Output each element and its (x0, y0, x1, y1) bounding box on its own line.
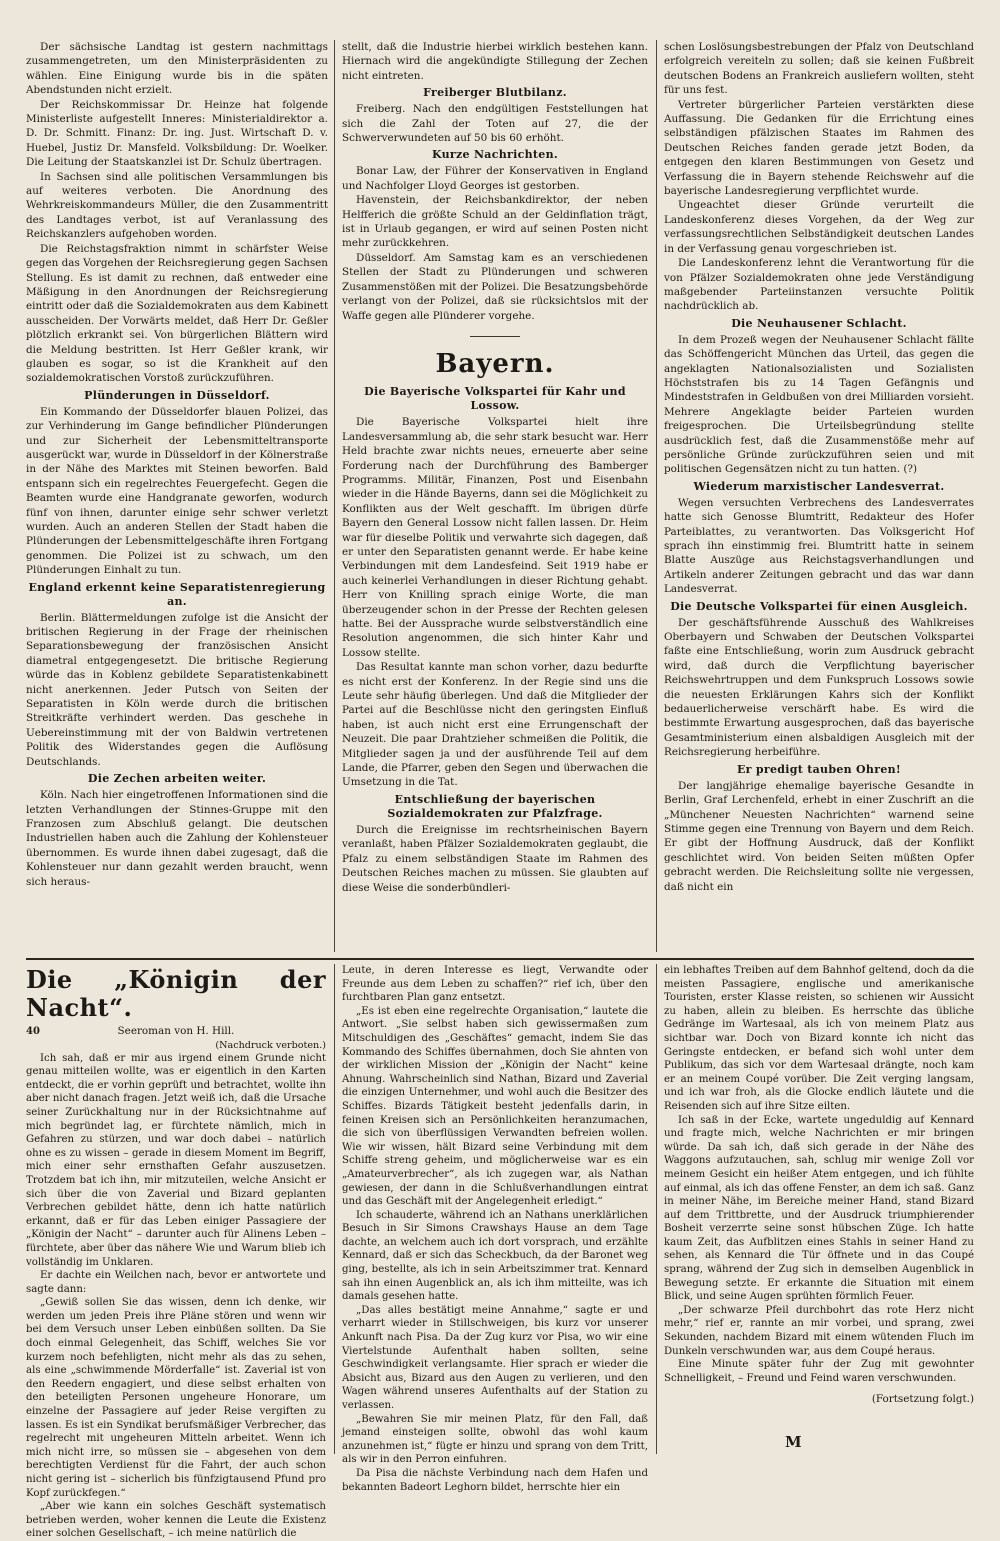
article-paragraph: Ungeachtet dieser Gründe verurteilt die Landeskonferenz dieses Vorgehen, da der Weg zur verfassungsrechtlichen Selbständigkeit deutschen Landes in der Verfassung genau vorgeschrieben ist. (664, 199, 974, 255)
article-headline: Freiberger Blutbilanz. (423, 86, 567, 100)
article-paragraph: Ich saß in der Ecke, wartete ungeduldig auf Kennard und fragte mich, welche Nachrichten er mir bringen würde. Da sah ich, daß sich gerade in der Nähe des Waggons aufzutauchen, sah, schlug mir wenige Zoll vor meinem Gesicht ein heißer Atem entgegen, und ich fühlte auf einmal, als ich das offene Fenster, an dem ich saß. Ganz in meiner Nähe, im Bereiche meiner Hand, stand Bizard auf dem Trittbrette, und der Ausdruck triumphierender Bosheit verzerrte seine sonst hübschen Züge. Ich hatte kaum Zeit, das Aufblitzen eines Stahls in seiner Hand zu sehen, als Kennard die Tür öffnete und in das Coupé sprang, während der Zug sich in demselben Augenblick in Bewegung setzte. Er erkannte die Situation mit einem Blick, und seine Augen sprühten förmlich Feuer. (664, 1114, 974, 1303)
feuilleton-title: Die „Königin der Nacht“. (26, 965, 326, 1022)
article-headline: Die Neuhausener Schlacht. (731, 316, 907, 330)
article-paragraph: Der langjährige ehemalige bayerische Gesandte in Berlin, Graf Lerchenfeld, erhebt in einer Zuschrift an die „Münchener Neuesten Nachrichten“ warnend seine Stimme gegen eine Trennung von Bayern und dem Reich. Er gibt der Hoffnung Ausdruck, daß der Konflikt geschlichtet wird. Von beiden Seiten müßten Opfer gebracht werden. Die Reichsleitung sollte nie vergessen, daß nicht ein (664, 779, 974, 893)
article-headline: Die Zechen arbeiten weiter. (87, 772, 267, 786)
article-paragraph: Der sächsische Landtag ist gestern nachmittags zusammengetreten, um den Ministerpräsidenten zu wählen. Eine Einigung wurde bis in die späten Abendstunden nicht erzielt. (26, 41, 328, 97)
news-section (26, 40, 974, 952)
to-be-continued: (Fortsetzung folgt.) (871, 1393, 974, 1406)
installment-number: 40 (26, 1026, 40, 1037)
article-paragraph: Vertreter bürgerlicher Parteien verstärkten diese Auffassung. Die Gedanken für die Errichtung eines selbständigen pfälzischen Staates im Rahmen des Deutschen Reiches fanden gerade jetzt Boden, da entgegen den klaren Bestimmungen von Gesetz und Verfassung die in Bayern stehende Reichswehr auf die bayerische Landesregierung verpflichtet wurde. (664, 98, 974, 198)
article-paragraph: Freiberg. Nach den endgültigen Feststellungen hat sich die Zahl der Toten auf 27, die der Schwerverwundeten auf 50 bis 60 erhöht. (342, 103, 648, 145)
article-paragraph: „Bewahren Sie mir meinen Platz, für den Fall, daß jemand einsteigen sollte, obwohl das wohl kaum anzunehmen ist,“ fügte er hinzu und sprang von dem Tritt, als wir in den Perron einfuhren. (342, 1413, 648, 1466)
article-headline: Die Deutsche Volkspartei für einen Ausgleich. (670, 599, 968, 613)
article-paragraph: ein lebhaftes Treiben auf dem Bahnhof geltend, doch da die meisten Passagiere, englische und amerikanische Touristen, erster Klasse reisten, so schienen wir Aussicht zu haben, allein zu bleiben. Es herrschte das übliche Gedränge im Wartesaal, als ich von meinem Platz aus sichtbar war. Doch von Bizard konnte ich nicht das Geringste entdecken, er befand sich wohl unter dem Publikum, das sich vor dem Wartesaal drängte, noch kam er an meinem Coupé vorüber. Die Zeit verging langsam, und ich war froh, als die Glocke endlich läutete und die Reisenden sich auf ihre Sitze eilten. (664, 965, 974, 1112)
article-paragraph: Havenstein, der Reichsbankdirektor, der neben Helfferich die größte Schuld an der Geldinflation trägt, ist in Urlaub gegangen, er wird auf seinen Posten nicht mehr zurückkehren. (342, 194, 648, 250)
news-column-3 (664, 40, 974, 952)
article-paragraph: Er dachte ein Weilchen nach, bevor er antwortete und sagte dann: (26, 1270, 326, 1295)
article-paragraph: Bonar Law, der Führer der Konservativen in England und Nachfolger Lloyd Georges ist gestorben. (342, 165, 648, 192)
feuilleton-section (26, 964, 974, 1540)
article-paragraph: Leute, in deren Interesse es liegt, Verwandte oder Freunde aus dem Leben zu schaffen?“ rief ich, über den furchtbaren Plan ganz entsetzt. (342, 965, 648, 1004)
article-paragraph: In Sachsen sind alle politischen Versammlungen bis auf weiteres verboten. Die Anordnung des Wehrkreiskommandeurs Müller, die den Zusammentritt des Landtages verbot, ist auf Veranlassung des Reichskanzlers aufgehoben worden. (26, 170, 328, 241)
news-column-1 (26, 40, 328, 952)
article-paragraph: „Der schwarze Pfeil durchbohrt das rote Herz nicht mehr,“ rief er, rannte an mir vorbei, und sprang, zwei Sekunden, nachdem Bizard mit einem wütenden Fluch im Dunkeln verschwunden war, aus dem Coupé heraus. (664, 1304, 974, 1357)
article-paragraph: Der Reichskommissar Dr. Heinze hat folgende Ministerliste aufgestellt Inneres: Ministerialdirektor a. D. Dr. Schmitt. Finanz: Dr. ing. Just. Wirtschaft D. v. Huebel, Justiz Dr. Mansfeld. Volksbildung: Dr. Woelker. Die Leitung der Staatskanzlei ist Dr. Schulz übertragen. (26, 98, 328, 169)
article-paragraph: In dem Prozeß wegen der Neuhausener Schlacht fällte das Schöffengericht München das Urteil, das gegen die angeklagten Nationalsozialisten und Sozialisten Höchststrafen bis zu 14 Tagen Gefängnis und Mindeststrafen in Geldbußen von drei Milliarden vorsieht. Mehrere Angeklagte beider Parteien wurden freigesprochen. Die Urteilsbegründung stellte ausdrücklich fest, daß die Zusammenstöße mehr auf persönliche Gründe zurückzuführen seien und mit politischen Gegensätzen nicht zu tun hatten. (?) (664, 333, 974, 476)
article-paragraph: Die Bayerische Volkspartei hielt ihre Landesversammlung ab, die sehr stark besucht war. Herr Held brachte zwar nichts neues, erneuerte aber seine Forderung nach der Durchführung des Bamberger Programms. Militär, Finanzen, Post und Eisenbahn wieder in die Hände Bayerns, dann sei die Möglichkeit zu Konflikten aus der Welt geschafft. Im übrigen dürfe Bayern den General Lossow nicht fallen lassen. Dr. Heim war für dieselbe Politik und verwahrte sich dagegen, daß er unter den Separatisten genannt werde. Er habe keine Verbindungen mit dem Landesfeind. Seit 1919 habe er auch keinerlei Verhandlungen in dieser Richtung gehabt. Herr von Knilling sprach einige Worte, die man überzeugender schon in der Presse der Rechten gelesen hatte. Bei der Aussprache wurde selbstverständlich eine Resolution angenommen, die sich hinter Kahr und Lossow stellte. (342, 416, 648, 659)
article-paragraph: Wegen versuchten Verbrechens des Landesverrates hatte sich Genosse Blumtritt, Redakteur des Hofer Parteiblattes, zu verantworten. Das Volksgericht Hof sprach ihn einstimmig frei. Blumtritt hatte in seinem Blatte Auszüge aus Reichstagsverhandlungen und Artikeln anderer Zeitungen gebracht und das war dann Landesverrat. (664, 496, 974, 596)
section-separator (342, 327, 648, 341)
article-headline: Wiederum marxistischer Landesverrat. (693, 479, 945, 493)
article-headline: Die Bayerische Volkspartei für Kahr und Lossow. (364, 385, 626, 413)
feuilleton-column-3 (664, 964, 974, 1454)
feuilleton-text-3 (664, 964, 974, 1385)
article-paragraph: Ein Kommando der Düsseldorfer blauen Polizei, das zur Verhinderung im Gange befindlicher Plünderungen und zur Sicherheit der Lebensmitteltransporte ausgerückt war, wurde in Düsseldorf in der Kölnerstraße in der Nähe des Marktes mit Steinen beworfen. Bald entspann sich ein regelrechtes Feuergefecht. Gegen die Beamten wurde eine Handgranate geworfen, wodurch fünf von ihnen, darunter einige sehr schwer verletzt wurden. Auch an anderen Stellen der Stadt haben die Plünderungen der Lebensmittelgeschäfte ihren Fortgang genommen. Die Polizei ist zu schwach, um den Plünderungen Einhalt zu tun. (26, 405, 328, 577)
article-paragraph: stellt, daß die Industrie hierbei wirklich bestehen kann. Hiernach wird die angekündigte Stillegung der Zechen nicht eintreten. (342, 41, 648, 82)
feuilleton-column-2 (342, 964, 648, 1493)
article-paragraph: Die Landeskonferenz lehnt die Verantwortung für die von Pfälzer Sozialdemokraten ohne jede Verständigung maßgebender Parteiinstanzen versuchte Politik nachdrücklich ab. (664, 257, 974, 313)
section-title: Bayern. (435, 349, 555, 380)
article-paragraph: „Das alles bestätigt meine Annahme,“ sagte er und verharrt wieder in Stillschweigen, bis kurz vor unserer Ankunft nach Pisa. Da der Zug kurz vor Pisa, wo wir eine Viertelstunde Aufenthalt haben sollten, seine Geschwindigkeit verlangsamte. Hier sprach er wieder die Absicht aus, Bizard aus den Augen zu verlieren, und den Wagen während unseres Aufenthalts auf der Station zu verlassen. (342, 1304, 648, 1411)
article-paragraph: schen Loslösungsbestrebungen der Pfalz von Deutschland erfolgreich vereiteln zu sollen; daß sie keinen Fußbreit deutschen Bodens an Frankreich ausliefern wollten, steht für uns fest. (664, 41, 974, 97)
column-divider (656, 40, 657, 952)
article-paragraph: „Es ist eben eine regelrechte Organisation,“ lautete die Antwort. „Sie selbst haben sich gewissermaßen zum Mitschuldigen des „Geschäftes“ gemacht, indem Sie das Kommando des Schiffes übernahmen, doch Sie ahnten von der wirklichen Mission der „Königin der Nacht“ keine Ahnung. Wahrscheinlich sind Nathan, Bizard und Zaverial die einzigen Unternehmer, und wohl auch die Besitzer des Schiffes. Bizards Tätigkeit besteht jedenfalls darin, in feinen Kreisen sich an Persönlichkeiten heranzumachen, die sich von überflüssigen Verwandten befreien wollen. Wie wir wissen, hält Bizard seine Verbindung mit dem Schiffe streng geheim, und möglicherweise war es ein „Amateurverbrecher“, als ich zugegen war, als Nathan gewiesen, der dann in die Schlußverhandlungen eintrat und das Geschäft mit der Angelegenheit erledigt.“ (342, 1005, 648, 1208)
news-column-2 (342, 40, 648, 952)
article-paragraph: Düsseldorf. Am Samstag kam es an verschiedenen Stellen der Stadt zu Plünderungen und schweren Zusammenstößen mit der Polizei. Die Besatzungsbehörde verlangt von der Polizei, daß sie rücksichtslos mit der Waffe gegen alle Plünderer vorgehe. (342, 251, 648, 322)
article-paragraph: Eine Minute später fuhr der Zug mit gewohnter Schnelligkeit, – Freund und Feind waren verschwunden. (664, 1359, 974, 1384)
article-headline: Entschließung der bayerischen Sozialdemokraten zur Pfalzfrage. (387, 792, 603, 820)
article-paragraph: Der geschäftsführende Ausschuß des Wahlkreises Oberbayern und Schwaben der Deutschen Volkspartei faßte eine Entschließung, worin zum Ausdruck gebracht wird, daß durch die Verpflichtung bayerischer Reichswehrtruppen und dem Funkspruch Lossows sowie die neuesten Erklärungen Kahrs sich der Konflikt bedauerlicherweise verschärft habe. Es wird die bestimmte Erwartung ausgesprochen, daß das bayerische Gesamtministerium einen alsbaldigen Ausgleich mit der Reichsregierung herbeiführe. (664, 616, 974, 759)
article-paragraph: Da Pisa die nächste Verbindung nach dem Hafen und bekannten Badeort Leghorn bildet, herrschte hier ein (342, 1467, 648, 1493)
article-paragraph: Ich schauderte, während ich an Nathans unerklärlichen Besuch in Sir Simons Crawshays Hause an dem Tage dachte, an welchem auch ich dort vorsprach, und erzählte Kennard, daß er sich das Scheckbuch, da der Baronet weg ging, bestellte, als ich in sein Arbeitszimmer trat. Kennard sah ihn einen Augenblick an, als ich ihm mitteilte, was ich damals gesehen hatte. (342, 1209, 648, 1303)
column-divider (334, 964, 335, 1454)
column-divider (656, 964, 657, 1454)
article-headline: Plünderungen in Düsseldorf. (84, 388, 270, 402)
article-headline: England erkennt keine Separatistenregierung an. (28, 580, 326, 608)
article-headline: Kurze Nachrichten. (431, 148, 559, 162)
article-paragraph: Ich sah, daß er mir aus irgend einem Grunde nicht genau mitteilen wollte, was er eigentlich in den Karten entdeckt, die er vorhin geprüft und betrachtet, wollte ihn aber nicht danach fragen. Jetzt weiß ich, daß die Ursache seiner Zurückhaltung nur in der Rücksichtnahme auf mich begründet lag, er fürchtete nämlich, mich in Gefahren zu stürzen, und war doch dabei – natürlich ohne es zu wissen – gerade in diesem Moment im Begriff, mich einer sehr ernsthaften Gefahr auszusetzen. Trotzdem bat ich ihn, mir mitzuteilen, welche Ansicht er sich über die von Zaverial und Bizard geplanten Verbrechen gebildet hätte, denn ich hatte natürlich erkannt, daß er für das Leben einiger Passagiere der „Königin der Nacht“ – darunter auch für Alinens Leben – fürchtete, aber über das nähere Wie und Warum blieb ich vollständig im Unklaren. (26, 1052, 326, 1268)
article-paragraph: „Aber wie kann ein solches Geschäft systematisch betrieben werden, woher kennen die Leute die Existenz einer solchen Gesellschaft, – ich meine natürlich die (26, 1501, 326, 1540)
printer-mark: M (785, 1433, 802, 1451)
article-paragraph: Köln. Nach hier eingetroffenen Informationen sind die letzten Verhandlungen der Stinnes-Gruppe mit den Franzosen zum Abschluß gelangt. Die deutschen Industriellen haben auch die Zahlung der Kohlensteuer übernommen. Es wurde ihnen dabei zugesagt, daß die Kohlensteuer nur dann gezahlt werden braucht, wenn sich heraus- (26, 789, 328, 888)
column-divider (334, 40, 335, 952)
reprint-note: (Nachdruck verboten.) (215, 1039, 326, 1051)
article-paragraph: Die Reichstagsfraktion nimmt in schärfster Weise gegen das Vorgehen der Reichsregierung gegen Sachsen Stellung. Es ist damit zu rechnen, daß entweder eine Mäßigung in den Anordnungen der Reichsregierung eintritt oder daß die Sozialdemokraten aus dem Kabinett ausscheiden. Der Vorwärts meldet, daß Herr Dr. Geßler plötzlich erkrankt sei. Von bürgerlichen Blättern wird die Meldung bestritten. Ist Herr Geßler krank, wir glauben es sogar, so ist die Krankheit auf den sozialdemokratischen Vorstoß zurückzuführen. (26, 242, 328, 385)
feuilleton-column-1 (26, 964, 326, 1540)
feuilleton-subtitle: Seeroman von H. Hill. (117, 1025, 235, 1037)
article-paragraph: Durch die Ereignisse im rechtsrheinischen Bayern veranlaßt, haben Pfälzer Sozialdemokraten geglaubt, die Pfalz zu einem selbständigen Staate im Rahmen des Deutschen Reiches machen zu müssen. Sie glaubten auf diese Weise die sonderbündleri- (342, 823, 648, 894)
article-paragraph: Berlin. Blättermeldungen zufolge ist die Ansicht der britischen Regierung in der Frage der rheinischen Separationsbewegung der französischen Ansicht diametral entgegengesetzt. Die britische Regierung würde das in Koblenz gebildete Separatistenkabinett nicht anerkennen. Jeder Putsch von Seiten der Separatisten in Köln werde durch die britischen Streitkräfte verhindert werden. Das geschehe in Uebereinstimmung mit der von Baldwin vertretenen Politik des Widerstandes gegen die Auflösung Deutschlands. (26, 611, 328, 768)
article-headline: Er predigt tauben Ohren! (736, 762, 902, 776)
article-paragraph: Das Resultat kannte man schon vorher, dazu bedurfte es nicht erst der Konferenz. In der Regie sind uns die Leute sehr häufig überlegen. Und daß die Mitglieder der Partei auf die Beschlüsse nicht den geringsten Einfluß haben, ist auch nicht erst eine Errungenschaft der Neuzeit. Die paar Drahtzieher schmeißen die Politik, die Mitglieder sagen ja und der ausführende Teil auf dem Lande, die Pfarrer, geben den Segen und überwachen die Umsetzung in die Tat. (342, 661, 648, 789)
feuilleton-divider (26, 958, 974, 960)
feuilleton-text-1 (26, 1052, 326, 1541)
article-paragraph: „Gewiß sollen Sie das wissen, denn ich denke, wir werden um jeden Preis ihre Pläne stören und wenn wir bei dem Versuch unser Leben einbüßen sollten. Da Sie doch einmal Gelegenheit, das Schiff, welches Sie vor kurzem noch befehligten, nicht mehr als das zu sehen, als eine „schwimmende Mörderfalle“ ist. Zaverial ist von den Reedern engagiert, und diese selbst erhalten von den beteiligten Personen ungeheure Honorare, um einzelne der Passagiere auf jeder Reise vergiften zu lassen. Es ist ein Syndikat berufsmäßiger Verbrecher, das regelrecht mit ungeheuren Mitteln arbeitet. Wenn ich mich nicht irre, so müssen sie – abgesehen von dem berechtigten Verdienst für die Fahrt, der auch schon nicht gering ist – sicherlich bis fünfzigtausend Pfund pro Kopf zurückfegen.“ (26, 1297, 326, 1499)
